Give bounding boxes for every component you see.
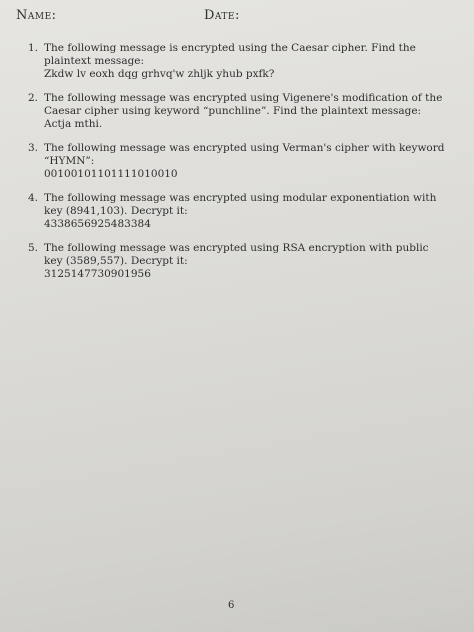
question-text-line: key (3589,557). Decrypt it:: [44, 255, 188, 267]
ciphertext: 4338656925483384: [44, 218, 151, 230]
question-text-line: The following message was encrypted using modular exponentiation with: [44, 192, 437, 204]
question-number: 4.: [28, 192, 39, 204]
question-text-line: key (8941,103). Decrypt it:: [44, 205, 188, 217]
question-number: 2.: [28, 92, 39, 104]
question-text-line: The following message was encrypted using Verman's cipher with keyword: [44, 142, 445, 154]
question-text-line: The following message was encrypted using RSA encryption with public: [44, 242, 429, 254]
question-number: 1.: [28, 42, 39, 54]
question-text-line: The following message was encrypted using Vigenere's modification of the: [44, 92, 443, 104]
question-1: [28, 42, 416, 81]
ciphertext: 00100101101111010010: [44, 168, 178, 180]
page-number: 6: [228, 600, 235, 611]
question-2: [28, 92, 443, 131]
header: [16, 8, 466, 28]
ciphertext: Actja mthi.: [44, 118, 103, 130]
question-number: 5.: [28, 242, 39, 254]
date-label: Date:: [204, 8, 240, 23]
name-label: Name:: [16, 8, 57, 23]
question-text-line: “HYMN”:: [44, 155, 95, 167]
ciphertext: Zkdw lv eoxh dqg grhvq'w zhljk yhub pxfk?: [44, 68, 275, 80]
question-5: [28, 242, 429, 281]
question-4: [28, 192, 437, 231]
ciphertext: 3125147730901956: [44, 268, 151, 280]
question-3: [28, 142, 445, 181]
question-text-line: The following message is encrypted using the Caesar cipher. Find the: [44, 42, 416, 54]
question-list: [28, 42, 445, 292]
question-text-line: plaintext message:: [44, 55, 145, 67]
question-text-line: Caesar cipher using keyword “punchline”. Find the plaintext message:: [44, 105, 422, 117]
question-number: 3.: [28, 142, 39, 154]
